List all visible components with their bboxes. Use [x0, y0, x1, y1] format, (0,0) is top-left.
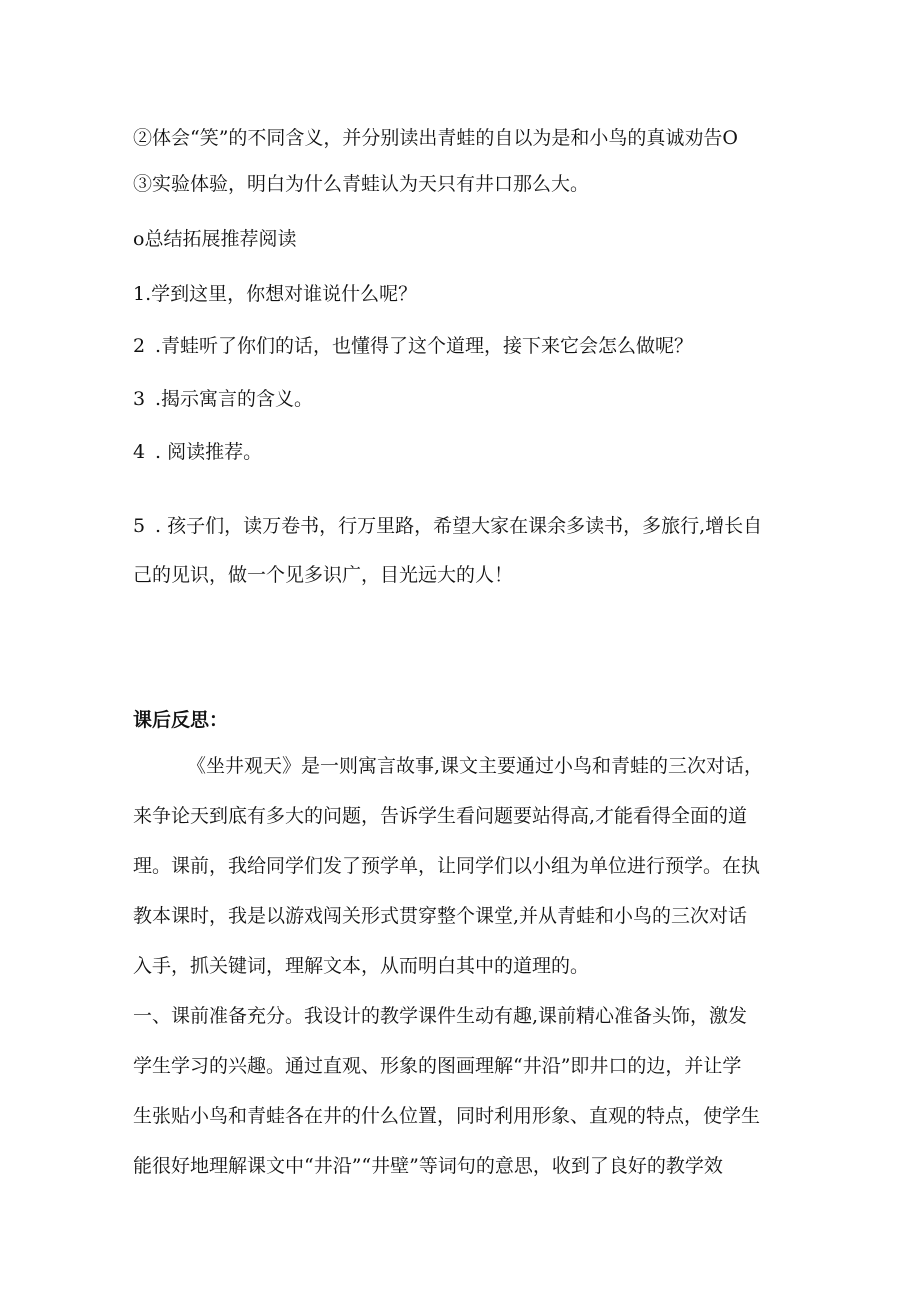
- reflection-line: 学生学习的兴趣。通过直观、形象的图画理解“井沿”即井口的边，并让学: [133, 1055, 742, 1077]
- list-item-number: 2: [133, 335, 146, 357]
- list-item: [133, 334, 693, 358]
- reflection-line: 入手，抓关键词，理解文本，从而明白其中的道理的。: [133, 955, 590, 977]
- list-item-text: .揭示寓言的含义。: [155, 388, 314, 410]
- list-item-number: 4: [133, 441, 146, 463]
- list-item-text: .青蛙听了你们的话，也懂得了这个道理，接下来它会怎么做呢？: [155, 335, 694, 357]
- lesson-step-3: ③实验体验，明白为什么青蛙认为天只有井口那么大。: [133, 173, 590, 195]
- reflection-line: 理。课前，我给同学们发了预学单，让同学们以小组为单位进行预学。在执: [133, 855, 761, 877]
- lesson-step-2: ②体会“笑”的不同含义，并分别读出青蛙的自以为是和小鸟的真诚劝告O: [133, 127, 739, 149]
- reflection-line: 生张贴小鸟和青蛙各在井的什么位置，同时利用形象、直观的特点，使学生: [133, 1105, 761, 1127]
- section-heading: o总结拓展推荐阅读: [133, 228, 297, 250]
- list-item-number: 1.: [133, 283, 152, 305]
- list-item-text: 学到这里，你想对谁说什么呢？: [151, 283, 418, 305]
- reflection-line: 《坐井观天》是一则寓言故事,课文主要通过小鸟和青蛙的三次对话，: [187, 755, 764, 777]
- reflection-line: 能很好地理解课文中“井沿”“井壁”等词句的意思，收到了良好的教学效: [133, 1155, 723, 1177]
- list-item: [133, 282, 417, 306]
- list-item-number: 3: [133, 388, 146, 410]
- list-item-text: . 阅读推荐。: [155, 441, 263, 463]
- list-item: [133, 440, 262, 464]
- list-item-text: . 孩子们，读万卷书，行万里路，希望大家在课余多读书，多旅行,增长自: [155, 515, 763, 537]
- list-item: [133, 514, 762, 538]
- list-item: [133, 387, 313, 411]
- reflection-line: 来争论天到底有多大的问题，告诉学生看问题要站得高,才能看得全面的道: [133, 805, 748, 827]
- list-item-number: 5: [133, 515, 146, 537]
- list-item-continuation: 己的见识，做一个见多识广，目光远大的人！: [133, 564, 514, 586]
- reflection-line: 教本课时，我是以游戏闯关形式贯穿整个课堂,并从青蛙和小鸟的三次对话: [133, 905, 748, 927]
- reflection-line: 一、课前准备充分。我设计的教学课件生动有趣,课前精心准备头饰，激发: [133, 1005, 748, 1027]
- reflection-heading: 课后反思：: [133, 709, 229, 731]
